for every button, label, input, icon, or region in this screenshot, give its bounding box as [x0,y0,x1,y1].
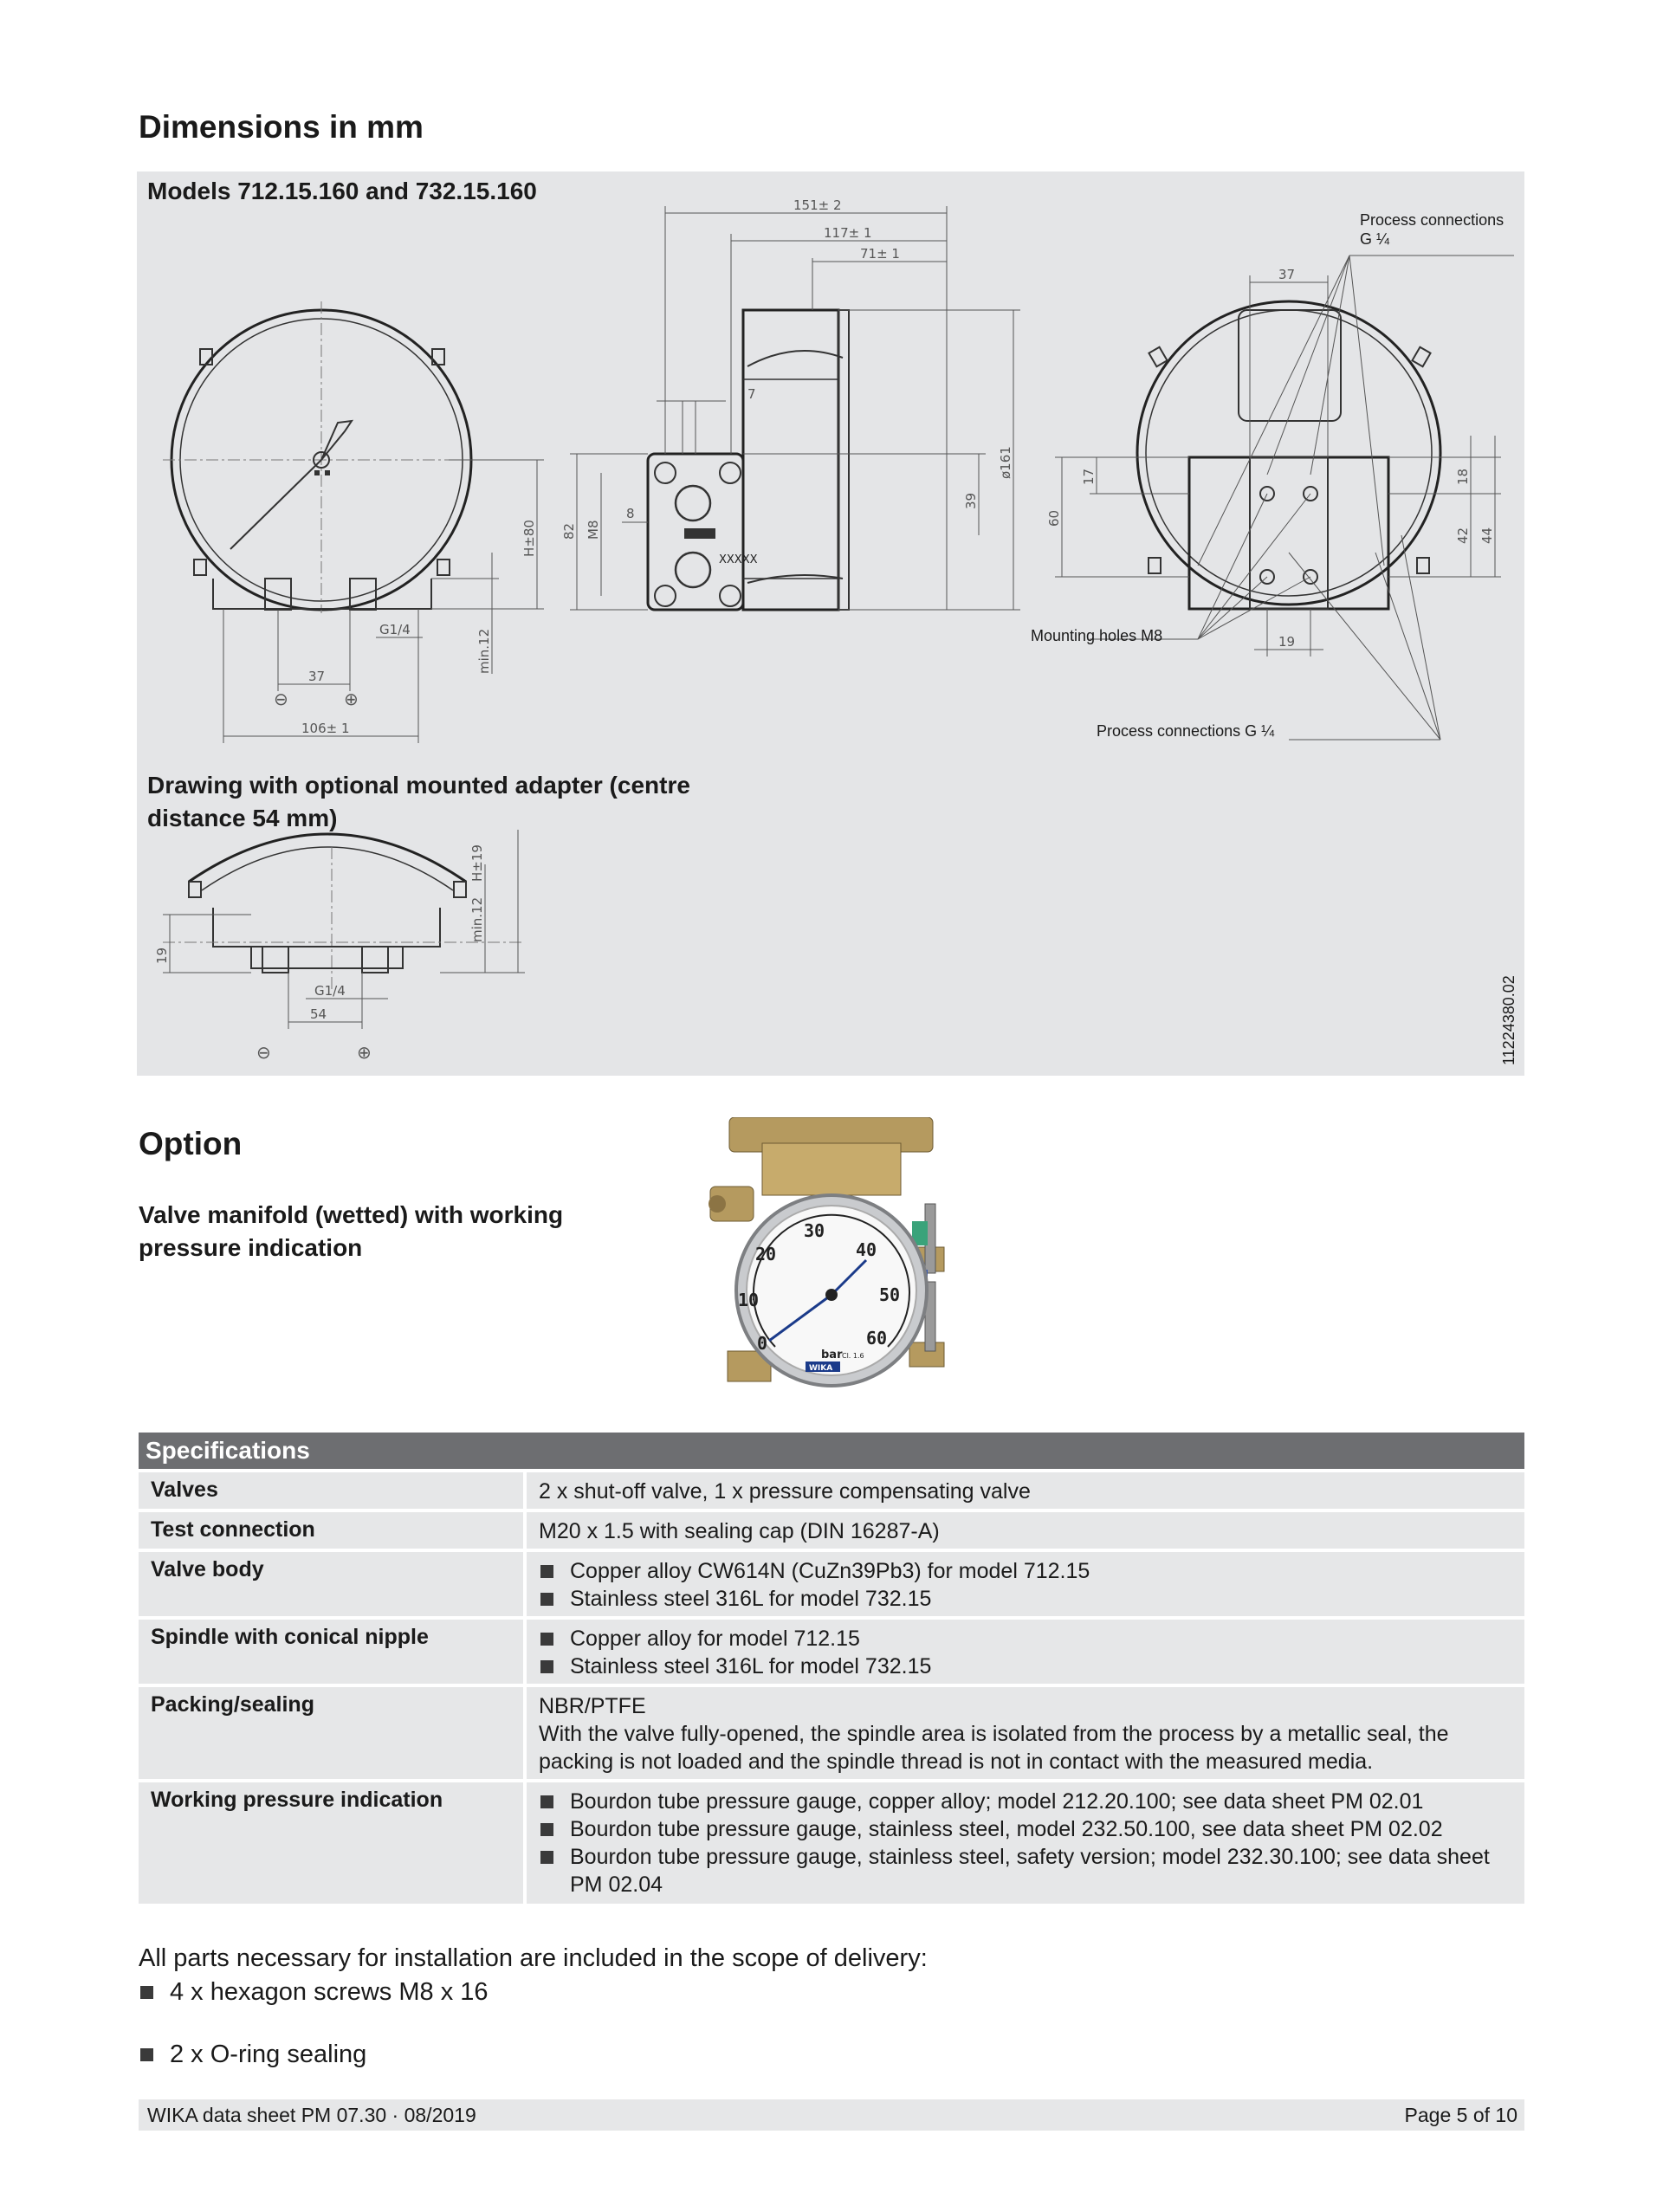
spec-value [527,1620,1524,1684]
dim-82: 82 [561,522,577,540]
dim-18: 18 [1455,468,1471,485]
delivery-intro: All parts necessary for installation are included in the scope of delivery: [139,1944,928,1972]
plus-symbol: ⊕ [344,689,359,709]
spec-bullet: Copper alloy for model 712.15 [539,1625,1512,1653]
adapter-view [154,830,525,1063]
spec-line: NBR/PTFE [539,1694,646,1718]
plus-symbol-adapter: ⊕ [357,1042,372,1063]
option-heading: Option [139,1126,243,1161]
spec-label: Valve body [139,1552,523,1616]
gauge-class: Cl. 1.6 [842,1352,864,1360]
dim-161: ø161 [998,446,1013,479]
process-connections-top-label: Process connections [1360,211,1504,229]
dim-8: 8 [626,506,635,521]
dim-h80: H±80 [521,520,537,557]
gauge-unit: bar [821,1349,843,1361]
dim-min12: min.12 [476,628,492,674]
dim-h19: H±19 [469,844,485,882]
mounting-holes-label: Mounting holes M8 [1031,627,1163,644]
spec-value [527,1552,1524,1616]
footer-right: Page 5 of 10 [1404,2104,1517,2126]
dim-117: 117± 1 [824,225,872,241]
footer-left: WIKA data sheet PM 07.30 · 08/2019 [147,2104,476,2126]
dim-54: 54 [310,1006,327,1022]
spec-value [527,1472,1524,1509]
spec-bullet: Stainless steel 316L for model 732.15 [539,1585,1512,1613]
dimensions-heading: Dimensions in mm [139,109,424,145]
gauge-tick-0: 0 [757,1333,768,1354]
dim-m8: M8 [586,520,601,540]
gauge-brand: WIKA [809,1364,833,1373]
dim-106: 106± 1 [301,721,350,736]
gauge-tick-30: 30 [804,1220,825,1241]
adapter-title-line2: distance 54 mm) [147,805,338,831]
spec-label: Valves [139,1472,523,1509]
dim-g14: G1/4 [379,622,411,637]
dim-44: 44 [1479,527,1495,544]
spec-bullet: Copper alloy CW614N (CuZn39Pb3) for model 712.15 [539,1557,1512,1585]
spec-value [527,1512,1524,1549]
models-title: Models 712.15.160 and 732.15.160 [147,178,537,204]
delivery-item: 4 x hexagon screws M8 x 16 [139,1978,1663,2007]
dim-42: 42 [1455,527,1471,544]
spec-line: M20 x 1.5 with sealing cap (DIN 16287-A) [539,1519,940,1543]
spec-bullet: Bourdon tube pressure gauge, stainless steel, model 232.50.100, see data sheet PM 02.02 [539,1815,1512,1843]
spec-bullet: Stainless steel 316L for model 732.15 [539,1653,1512,1680]
gauge-tick-40: 40 [856,1239,877,1260]
spec-row-valve-body [139,1552,1524,1616]
spec-row-test-connection [139,1512,1524,1549]
minus-symbol: ⊖ [274,689,288,709]
dim-37: 37 [308,669,326,684]
spec-line: packing is not loaded and the spindle thread is not in contact with the measured media. [539,1750,1374,1774]
gauge-tick-50: 50 [879,1284,901,1305]
technical-drawing [137,171,1524,1076]
spec-bullet: Bourdon tube pressure gauge, stainless steel, safety version; model 232.30.100; see data sheet PM 02.04 [539,1843,1512,1898]
spec-bullet: Bourdon tube pressure gauge, copper alloy; model 212.20.100; see data sheet PM 02.01 [539,1788,1512,1815]
dim-g14-adapter: G1/4 [314,983,346,999]
dim-60: 60 [1046,509,1062,527]
adapter-title-line1: Drawing with optional mounted adapter (centre [147,772,690,799]
dim-17: 17 [1081,468,1097,485]
delivery-item: 2 x O-ring sealing [139,2041,1663,2069]
spec-row-spindle [139,1620,1524,1684]
spec-row-valves [139,1472,1524,1509]
spec-value [527,1782,1524,1904]
spec-label: Test connection [139,1512,523,1549]
spec-row-packing [139,1687,1524,1779]
rear-view-gauge [1046,255,1514,740]
dim-min12-adapter: min.12 [469,896,485,942]
dim-39: 39 [963,492,979,509]
dim-37-rear: 37 [1278,267,1296,282]
dim-71: 71± 1 [860,246,900,262]
option-subtitle-line2: pressure indication [139,1234,363,1261]
drawing-number: 11224380.02 [1500,975,1517,1065]
side-view-manifold [561,197,1020,610]
specifications-header: Specifications [139,1433,1524,1469]
dim-19: 19 [1278,634,1296,650]
xxxxx-marking: XXXXX [719,553,758,566]
spec-label: Packing/sealing [139,1687,523,1779]
spec-value [527,1687,1524,1779]
spec-row-working-pressure [139,1782,1524,1904]
spec-label: Working pressure indication [139,1782,523,1904]
page-footer [139,2099,1524,2131]
gauge-tick-60: 60 [866,1328,888,1349]
gauge-tick-10: 10 [738,1290,760,1310]
dim-19-adapter: 19 [154,947,170,964]
spec-label: Spindle with conical nipple [139,1620,523,1684]
gauge-tick-20: 20 [755,1244,777,1264]
minus-symbol-adapter: ⊖ [256,1042,271,1063]
process-connections-top-g-label: G ¼ [1360,230,1390,248]
valve-manifold-photo [693,1117,987,1403]
front-view-gauge [163,301,544,743]
spec-line: With the valve fully-opened, the spindle area is isolated from the process by a metallic seal, the [539,1722,1449,1746]
option-subtitle-line1: Valve manifold (wetted) with working [139,1201,564,1228]
process-connections-bottom-label: Process connections G ¼ [1097,722,1275,740]
dim-151: 151± 2 [793,197,842,213]
dim-7: 7 [747,386,756,402]
spec-line: 2 x shut-off valve, 1 x pressure compensating valve [539,1479,1031,1504]
